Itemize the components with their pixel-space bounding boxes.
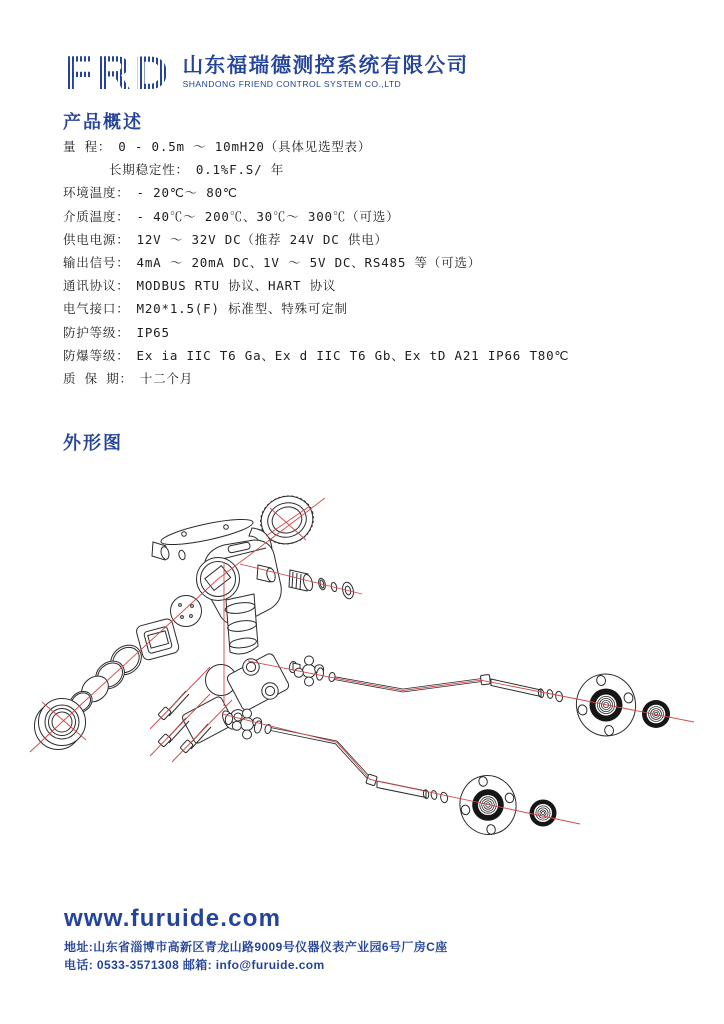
company-name-en: SHANDONG FRIEND CONTROL SYSTEM CO.,LTD <box>182 79 402 89</box>
spec-row <box>63 135 663 158</box>
spec-label: 供电电源： <box>63 231 130 247</box>
outline-section-title: 外形图 <box>63 433 123 453</box>
company-name-block <box>183 54 469 90</box>
overview-section-title: 产品概述 <box>63 112 143 132</box>
spec-label: 防爆等级： <box>63 347 130 363</box>
spec-label: 量 程： <box>63 139 112 154</box>
website-link[interactable]: www.furuide.com <box>64 905 282 932</box>
spec-label: 长期稳定性： <box>109 162 189 178</box>
frd-logo: FRD <box>64 46 173 99</box>
spec-row <box>63 367 663 390</box>
spec-row <box>63 344 663 367</box>
spec-row <box>63 181 663 204</box>
spec-value: 4mA ～ 20mA DC、1V ～ 5V DC、RS485 等（可选） <box>136 254 482 270</box>
spec-label: 通讯协议： <box>63 278 130 294</box>
spec-value: - 20℃～ 80℃ <box>136 185 238 201</box>
spec-value: M20*1.5(F) 标准型、特殊可定制 <box>136 301 348 317</box>
phone-email-line: 电话: 0533-3571308 邮箱: info@furuide.com <box>64 958 325 972</box>
spec-value: - 40℃～ 200℃、30℃～ 300℃（可选） <box>136 208 400 224</box>
header <box>64 46 469 99</box>
remote-seal-flange-lower <box>454 770 521 839</box>
diaphragm-disc-upper <box>642 700 670 728</box>
address-line: 地址:山东省淄博市高新区青龙山路9009号仪器仪表产业园6号厂房C座 <box>64 940 448 954</box>
spec-value: IP65 <box>136 324 170 340</box>
company-name-cn: 山东福瑞德测控系统有限公司 <box>182 54 469 77</box>
spec-label: 防护等级： <box>63 324 130 340</box>
spec-value: 0 - 0.5m ～ 10mH20（具体见选型表） <box>118 139 372 154</box>
spec-row <box>63 297 663 320</box>
spec-value: Ex ia IIC T6 Ga、Ex d IIC T6 Gb、Ex tD A21 IP66 T80℃ <box>136 347 570 363</box>
spec-value: 12V ～ 32V DC（推荐 24V DC 供电） <box>136 231 388 247</box>
capillary-upper <box>289 656 564 702</box>
spec-label: 电气接口： <box>63 301 130 317</box>
spec-row <box>63 228 663 251</box>
outline-drawing <box>0 470 724 900</box>
spec-value: MODBUS RTU 协议、HART 协议 <box>136 278 337 294</box>
spec-label: 质 保 期： <box>63 370 133 386</box>
spec-row <box>63 274 663 297</box>
spec-row <box>63 251 663 274</box>
spec-list <box>63 135 663 390</box>
spec-row <box>63 158 663 181</box>
spec-value: 0.1%F.S/ 年 <box>195 162 285 178</box>
spec-value: 十二个月 <box>139 370 194 386</box>
spec-row <box>63 205 663 228</box>
spec-label: 介质温度： <box>63 208 130 224</box>
diaphragm-disc-lower <box>530 800 557 827</box>
spec-label: 输出信号： <box>63 254 130 270</box>
spec-row <box>63 321 663 344</box>
spec-label: 环境温度： <box>63 185 130 201</box>
